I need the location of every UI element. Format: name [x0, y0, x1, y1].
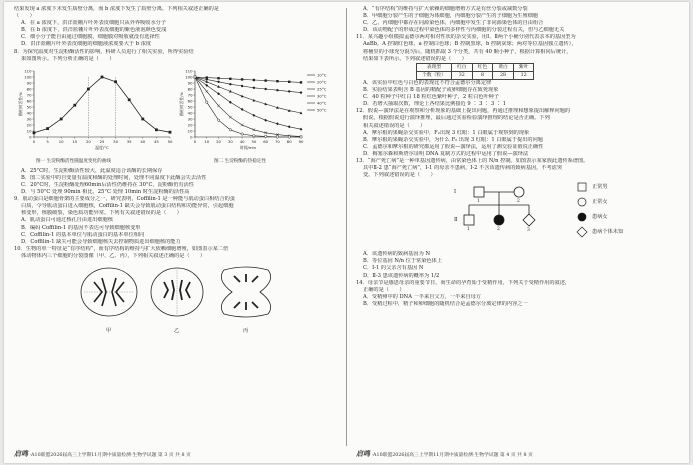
x-tick-label: 30	[113, 138, 119, 144]
x-tick-label: 15	[72, 138, 78, 144]
data-point	[114, 80, 117, 83]
option-b: B．图二实验中的自变量有温度和酶的处理时间，处理不同温度下此酶会失去活性	[21, 174, 207, 181]
column-divider	[346, 8, 347, 446]
data-point	[300, 136, 302, 138]
legend-unknown-icon	[577, 227, 587, 237]
option-c: C．40 粒种子中红白 18 粒红色紫叶种子，2 粒白色叶种子	[363, 94, 500, 101]
question-11: 11．某兴趣小组模拟孟德尔两对相对性状的杂交实验，用Ⅰ、Ⅱ两个小桶分别代表亲本的基因型为	[356, 34, 576, 41]
table-header: 红白	[452, 63, 473, 71]
table-cell: 个数（粒）	[417, 71, 452, 79]
data-point	[253, 134, 255, 136]
legend-label: 25°C	[317, 86, 327, 92]
cell-jia	[81, 268, 137, 316]
data-point	[264, 88, 266, 90]
x-tick-label: 50	[251, 138, 257, 144]
cell-bing	[221, 267, 270, 317]
y-tick-label: 10	[187, 128, 193, 134]
pedigree-figure	[356, 179, 678, 251]
results-table	[416, 63, 534, 80]
question-text: （ ）	[14, 13, 35, 20]
data-point	[252, 114, 255, 117]
series-line	[195, 77, 301, 136]
legend-female-affected-icon	[578, 213, 586, 221]
y-tick-label: 100	[24, 74, 32, 80]
data-point	[206, 78, 208, 80]
option-d: D．洪洋蓝棚片叶外表皮细胞的细胞液浓度要大于 b 浓度	[21, 41, 152, 48]
question-13: 13．“海产死亡病”是一种单基因遗传病，由常染色体上的 N/n 控制。如图表示某家族此遗传系谱图。	[356, 157, 589, 164]
option-b: B．甲细胞分裂产生的子细胞为体细胞，丙细胞分裂产生的子细胞为生殖细胞	[363, 13, 539, 20]
option-a: A．在 a 浓度下，洪洋蓝棚片叶外表皮细胞只从外界吸收水分子	[21, 20, 167, 27]
data-point	[288, 125, 291, 128]
table-cell: 32	[452, 71, 473, 79]
y-tick-label: 90	[26, 80, 32, 86]
data-point	[276, 89, 278, 91]
left-column	[14, 6, 336, 446]
right-column	[356, 6, 678, 446]
y-tick-label: 80	[187, 86, 193, 92]
option-c: C．孟德尔和摩尔根的研究都运用了假说—演绎法，运用了测交验证假说正确性	[363, 143, 544, 150]
y-tick-label: 40	[187, 110, 193, 116]
option-b: B．编码 Coffilin-1 的基因不表达可导致细胞核变形	[21, 224, 141, 231]
data-point	[288, 90, 290, 92]
page-footer-left	[14, 449, 336, 459]
x-tick-label: 20	[216, 138, 221, 144]
option-a: A．该遗传病的致病基因为 N	[363, 251, 430, 258]
y-tick-label: 90	[187, 80, 193, 86]
figure-2-chart	[179, 65, 336, 157]
option-d: D．若增大抽取次数，理论上各结果比例接近 9 ∶ 3 ∶ 3 ∶ 1	[363, 101, 507, 108]
option-b: B．等位基因 N/n 位于常染色体上	[363, 258, 442, 265]
individual-number: 1	[467, 227, 470, 233]
x-tick-label: 30	[227, 138, 233, 144]
option-d: D．Ⅱ-3 患该遗传病的概率为 1/2	[363, 272, 440, 279]
option-a: A．摩尔根的果蝇杂交实验中，F₂出现 3 红眼：1 白眼属于观察到的现象	[363, 129, 530, 136]
table-header-row	[417, 63, 534, 71]
question-10: 10．生物的单一特征是“有序结构”，而有序结构的维持与扩大依赖细胞增殖，如图表示某二倍	[14, 245, 229, 252]
x-tick-label: 10	[58, 138, 64, 144]
individual-number: 1	[477, 199, 480, 205]
x-tick-label: 35	[126, 138, 132, 144]
table-cell: 12	[513, 71, 534, 79]
legend-label: 10°C	[317, 72, 327, 78]
question-text: 相关叙述错误的是（ ）	[363, 122, 426, 129]
option-d: D．与 50°C 处理 90min 相比，25°C 处理 10min 时生淀粉酶的活性高	[21, 189, 190, 196]
legend-label: 50°C	[317, 107, 327, 113]
x-tick-label: 90	[298, 138, 304, 144]
series-line	[195, 77, 301, 82]
question-text: 结果如下表所示。下列叙述错误的是（ ）	[363, 55, 467, 62]
table-cell: 28	[493, 71, 514, 79]
data-point	[205, 90, 208, 93]
pedigree-unknown	[523, 214, 535, 226]
option-d: D．梅塞尔森和斯塔尔证明 DNA 复制方式的过程中运用了假说—演绎法	[363, 150, 529, 157]
x-tick-label: 60	[263, 138, 269, 144]
legend-label: 正常女	[592, 199, 608, 206]
question-text: 将桶里的小球充分混匀后，随机抓取 3 个分类，共有 40 颗小种子，根据计算相同后统计，	[363, 48, 572, 55]
pedigree-female-normal	[514, 187, 524, 197]
question-12: 12．假说—演绎法是在观察和分析现象的基础上提出问题，再通过推理和想象提出解释问题的	[356, 108, 571, 115]
y-tick-label: 0	[29, 134, 32, 140]
y-tick-label: 70	[26, 92, 32, 98]
data-point	[276, 80, 278, 82]
cell-division-figure	[14, 262, 336, 328]
y-tick-label: 70	[187, 92, 193, 98]
data-point	[241, 108, 244, 111]
option-b: B．摩尔根的果蝇杂交实验中，为什么 F₂ 出现 3 红眼：1 白眼属于提出的问题	[363, 136, 543, 143]
y-tick-label: 110	[24, 68, 32, 74]
pedigree-male-normal	[474, 187, 484, 197]
question-text: 结果发现 a 浓度下未发生质壁分离，而 b 浓度下发生了质壁分离。下列相关叙述正确的是	[14, 6, 219, 12]
x-axis-label: 温度/°C	[95, 144, 109, 150]
data-point	[73, 104, 76, 107]
page-footer-right	[356, 449, 678, 459]
data-point	[101, 75, 104, 78]
question-text: 正确的是（ ）	[363, 286, 405, 293]
data-point	[253, 79, 255, 81]
table-header: 红色	[472, 63, 493, 71]
data-point	[241, 78, 243, 80]
data-point	[46, 127, 49, 130]
data-point	[300, 81, 302, 83]
y-tick-label: 110	[185, 68, 193, 74]
x-tick-label: 5	[46, 138, 49, 144]
y-tick-label: 100	[185, 74, 193, 80]
series-line	[34, 77, 170, 133]
figure-1-chart	[18, 65, 178, 157]
individual-number: 3	[527, 228, 530, 234]
y-tick-label: 20	[26, 122, 32, 128]
cell-label: 甲	[106, 327, 112, 334]
option-c: C．细小分子能自由通过细胞膜，细胞膜对吸收就没有选择性	[21, 34, 160, 41]
data-point	[288, 136, 290, 138]
footer-text: ·A10联盟2026届高三上学期11月期中质量检测·生物学试题 第 4 页 共 8 页	[371, 453, 533, 458]
data-point	[229, 83, 231, 85]
x-tick-label: 20	[85, 138, 91, 144]
x-tick-label: 40	[140, 138, 146, 144]
legend-female-normal-icon	[578, 198, 586, 206]
option-c: C．乙、丙细胞中都存在同源染色体，丙细胞中发生了非同源染色体的自由组合	[363, 20, 544, 27]
option-a: A．“有序结构”的维持与扩大依赖的细胞增殖方式是有丝分裂或减数分裂	[363, 6, 528, 12]
data-point	[253, 86, 255, 88]
y-tick-label: 30	[187, 116, 193, 122]
footer-text: ·A10联盟2026届高三上学期11月期中质量检测·生物学试题 第 3 页 共 8 页	[29, 453, 191, 458]
question-14: 14．母亲节是感恩母亲的重要节日，而生命的孕育始于受精作用，下列关于受精作用的叙述，	[356, 279, 571, 286]
data-point	[217, 80, 219, 82]
y-tick-label: 50	[187, 104, 193, 110]
question-text: 假说，根据假说进行演绎推理，最后通过实验检验演绎推理的结论是否正确。下列	[363, 115, 550, 122]
x-tick-label: 0	[32, 138, 36, 144]
legend-male-normal-icon	[578, 183, 586, 191]
y-tick-label: 0	[190, 134, 193, 140]
figure-1-caption: 图一 生淀粉酶活性随温度变化的曲线	[36, 158, 111, 164]
series-line	[195, 77, 301, 129]
series-line	[195, 77, 301, 113]
data-point	[264, 118, 267, 121]
x-tick-label: 70	[275, 138, 280, 144]
data-point	[155, 128, 158, 131]
generation-label: Ⅱ	[454, 217, 458, 224]
individual-number: 2	[497, 227, 500, 233]
data-point	[217, 104, 220, 107]
series-line	[195, 77, 301, 93]
pedigree-female-affected	[494, 215, 504, 225]
cell-label: 丙	[243, 327, 249, 334]
question-9: 9．肌动蛋白是细胞骨架的主要成分之一，研究表明，Coffilin-1 是一种能与肌动蛋白相结合的蛋	[14, 196, 236, 203]
generation-label: Ⅰ	[454, 189, 457, 196]
option-c: C．Coffilin-1 的基本单位与肌动蛋白的基本单位相同	[21, 231, 145, 238]
data-point	[87, 87, 90, 90]
x-axis-label: 时间/min	[239, 144, 257, 150]
individual-number: 2	[517, 199, 520, 205]
table-header: 黄白	[493, 63, 514, 71]
option-b: B．实验结果表明含 B 基因的精配子或卵细胞存在致死现象	[363, 87, 499, 94]
y-tick-label: 10	[26, 128, 32, 134]
y-axis-label: 酶相对活性/%	[179, 91, 184, 116]
legend-label: 患病女	[592, 214, 608, 221]
question-text: 体动物体内三个细胞的分裂图像（甲、乙、丙），下列相关叙述正确的是（ ）	[21, 252, 206, 259]
option-d: D．该动物配子的形成过程中染色体的多样性与丙细胞的分裂过程有关，但与乙细胞无关	[363, 27, 565, 34]
exam-sheet	[4, 2, 689, 463]
question-text: 果如图所示。下列分析正确的是（ ）	[21, 55, 115, 62]
question-8: 8．为探究温度对生淀粉酶活性的影响，科研人员进行了相关实验，所得实验结	[14, 48, 194, 55]
table-row	[417, 71, 534, 79]
option-b: B．在 b 浓度下，洪洋蓝棚片叶外表皮细胞的紫色液泡颜色变浅	[21, 27, 167, 34]
y-tick-label: 50	[26, 104, 32, 110]
series-line	[195, 77, 301, 137]
footer-logo: 启鸣	[14, 449, 28, 458]
legend-label: 20°C	[317, 79, 327, 85]
data-point	[300, 91, 302, 93]
x-tick-label: 45	[153, 138, 159, 144]
y-tick-label: 30	[26, 116, 32, 122]
data-point	[229, 128, 231, 130]
data-point	[229, 77, 231, 79]
data-point	[288, 80, 290, 82]
legend-label: 正常男	[592, 184, 608, 191]
option-a: A．25°C时，生淀粉酶活性较大，此温度适合该酶的长期保存	[21, 167, 163, 174]
x-tick-label: 80	[286, 138, 292, 144]
option-a: A．受精卵中的 DNA 一半来自父方，一半来自母方	[363, 293, 482, 300]
y-tick-label: 20	[187, 122, 193, 128]
question-text: 核变形，核膜破裂，染色质功能异常。下列有关叙述错误的是（ ）	[21, 210, 182, 217]
legend-label: 30°C	[317, 93, 327, 99]
question-text: 其中Ⅱ-2 患“海产死亡病”，Ⅰ-1 的母亲不患病，Ⅰ-2 不含该遗传病的致病基因，不考虑突	[363, 165, 563, 172]
x-tick-label: 50	[167, 138, 173, 144]
x-tick-label: 25	[99, 138, 105, 144]
table-header: 表现型	[417, 63, 452, 71]
data-point	[276, 136, 278, 138]
question-text: AaBb。A 控制红色球，a 控制白色球；B 控制黑球，b 控制灰球；两对等位基因独立遗传），	[363, 41, 577, 48]
x-tick-label: 0	[193, 138, 197, 144]
data-point	[300, 127, 303, 130]
data-point	[194, 76, 196, 78]
option-c: C．20°C时，生淀粉酶处理60min后活性仍维持在 30°C，淀粉酶仍有活性	[21, 181, 194, 188]
data-point	[264, 135, 266, 137]
y-tick-label: 40	[26, 110, 32, 116]
data-point	[141, 117, 144, 120]
legend-label: 患病个体未知	[592, 229, 624, 236]
footer-logo: 启鸣	[356, 449, 370, 458]
pedigree-chart	[356, 179, 678, 251]
data-point	[241, 85, 243, 87]
table-header: 紫叶	[513, 63, 534, 71]
data-point	[128, 98, 131, 101]
data-point	[276, 122, 279, 125]
y-tick-label: 60	[187, 98, 193, 104]
data-point	[241, 123, 244, 126]
data-point	[169, 131, 172, 134]
x-tick-label: 10	[204, 138, 210, 144]
y-axis-label: 酶相对活性/%	[18, 91, 23, 116]
table-cell: 8	[472, 71, 493, 79]
data-point	[264, 79, 266, 81]
legend-label: 40°C	[317, 100, 327, 106]
data-point	[60, 117, 63, 120]
y-tick-label: 80	[26, 86, 32, 92]
figure-row	[14, 65, 336, 165]
data-point	[206, 101, 208, 103]
cell-label: 乙	[174, 327, 180, 334]
data-point	[33, 131, 36, 134]
option-d: D．Coffilin-1 缺失可能会导致细胞核失去控制物质进出细胞核的能力	[21, 238, 181, 245]
pedigree-male-normal	[464, 215, 474, 225]
data-point	[229, 116, 232, 119]
option-a: A．肌动蛋白可通过核孔自由进出细胞核	[21, 217, 113, 224]
data-point	[217, 77, 219, 79]
question-text: 变。下列叙述错误的是（ ）	[363, 172, 436, 179]
data-point	[217, 119, 219, 121]
x-tick-label: 40	[239, 138, 245, 144]
question-text: 白质，令导肌动蛋白进入细胞核，Coffilin-1 缺失会导致肌动蛋白结构和功能异常，引起细胞	[21, 203, 234, 210]
option-a: A．该实验中红色与白色的表现比不符合孟德尔分离定律	[363, 79, 492, 86]
option-b: B．受精过程中，精子和卵细胞的随机结合是孟德尔分离定律的内容之一	[363, 300, 528, 307]
figure-2-caption: 图二 生淀粉酶的热稳定性	[214, 158, 266, 164]
option-c: C．Ⅰ-1 的父亲含有基因 N	[363, 265, 424, 272]
cell-yi	[151, 268, 203, 316]
data-point	[241, 133, 243, 135]
y-tick-label: 60	[26, 98, 32, 104]
